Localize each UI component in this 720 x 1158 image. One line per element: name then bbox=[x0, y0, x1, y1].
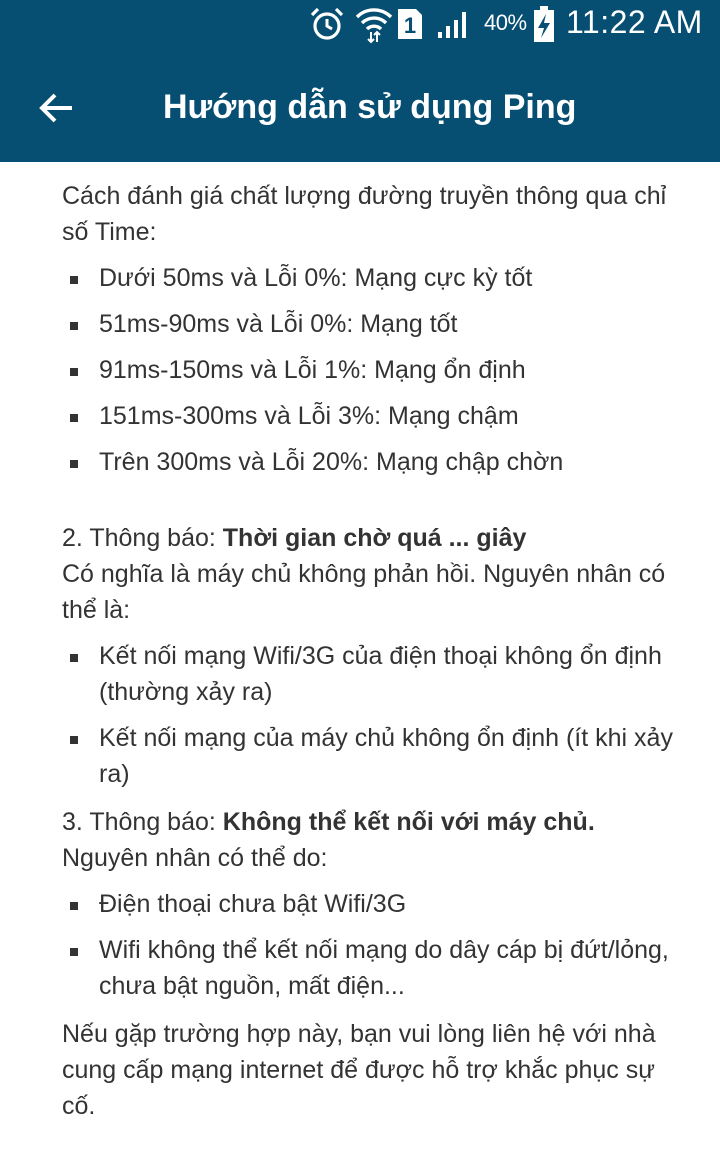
intro-text: Cách đánh giá chất lượng đường truyền thông qua chỉ số Time: bbox=[62, 182, 667, 246]
list-item: 51ms-90ms và Lỗi 0%: Mạng tốt bbox=[62, 306, 692, 342]
section-2-list bbox=[62, 638, 692, 792]
status-bar bbox=[0, 0, 720, 48]
section-3-bold: Không thể kết nối với máy chủ. bbox=[222, 808, 595, 836]
list-item: Dưới 50ms và Lỗi 0%: Mạng cực kỳ tốt bbox=[62, 260, 692, 296]
time-level-list bbox=[62, 260, 692, 480]
section-3-prefix: 3. Thông báo: bbox=[62, 808, 223, 836]
section-2-prefix: 2. Thông báo: bbox=[62, 524, 223, 552]
alarm-icon bbox=[308, 6, 346, 47]
list-item: Kết nối mạng Wifi/3G của điện thoại không ổn định (thường xảy ra) bbox=[62, 638, 692, 710]
page-title: Hướng dẫn sử dụng Ping bbox=[163, 88, 577, 126]
list-item: Wifi không thể kết nối mạng do dây cáp bị đứt/lỏng, chưa bật nguồn, mất điện... bbox=[62, 932, 692, 1004]
list-item: 91ms-150ms và Lỗi 1%: Mạng ổn định bbox=[62, 352, 692, 388]
wifi-icon bbox=[354, 4, 394, 49]
section-3-list bbox=[62, 886, 692, 1004]
back-button[interactable] bbox=[24, 78, 88, 138]
section-2-heading bbox=[62, 520, 692, 556]
clock: 11:22 AM bbox=[566, 4, 703, 40]
svg-text:1: 1 bbox=[403, 13, 417, 38]
section-2-bold: Thời gian chờ quá ... giây bbox=[222, 524, 527, 552]
signal-icon bbox=[436, 8, 474, 45]
list-item: 151ms-300ms và Lỗi 3%: Mạng chậm bbox=[62, 398, 692, 434]
list-item: Điện thoại chưa bật Wifi/3G bbox=[62, 886, 692, 922]
section-3-heading bbox=[62, 804, 692, 840]
list-item: Kết nối mạng của máy chủ không ổn định (ít khi xảy ra) bbox=[62, 720, 692, 792]
list-item: Trên 300ms và Lỗi 20%: Mạng chập chờn bbox=[62, 444, 692, 480]
arrow-left-icon bbox=[38, 92, 74, 124]
section-3-desc: Nguyên nhân có thể do: bbox=[62, 844, 328, 872]
battery-charging-icon bbox=[532, 5, 556, 48]
footer-text: Nếu gặp trường hợp này, bạn vui lòng liên hệ với nhà cung cấp mạng internet để được hỗ trợ khắc phục sự cố. bbox=[62, 1020, 656, 1120]
sim-1-icon bbox=[396, 7, 424, 46]
app-bar bbox=[0, 0, 720, 162]
battery-percent: 40% bbox=[484, 10, 527, 35]
help-content bbox=[62, 178, 692, 1124]
section-2-desc: Có nghĩa là máy chủ không phản hồi. Nguyên nhân có thể là: bbox=[62, 560, 666, 624]
